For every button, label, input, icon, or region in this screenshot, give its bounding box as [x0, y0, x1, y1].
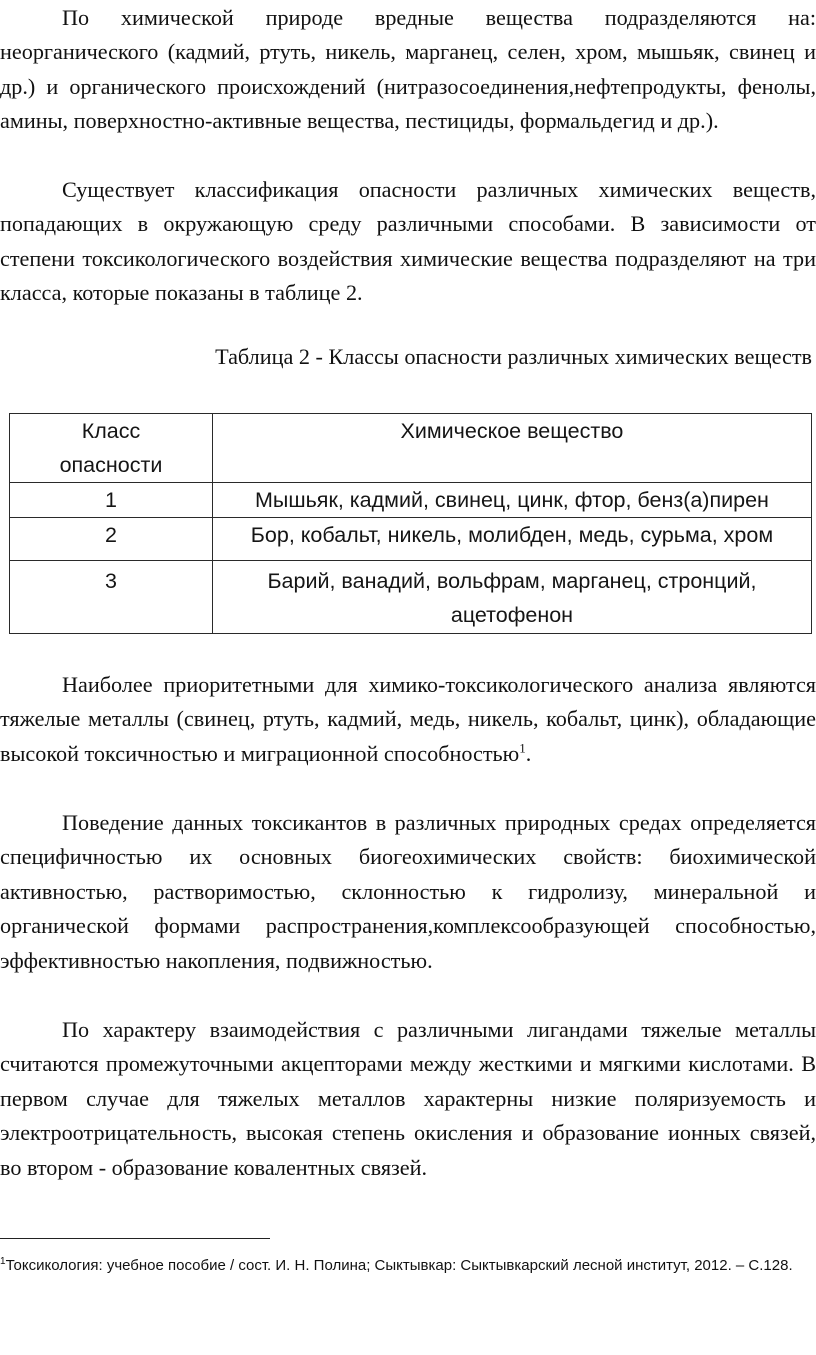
cell-class: 3	[10, 561, 213, 634]
cell-substance: Мышьяк, кадмий, свинец, цинк, фтор, бенз(а)пирен	[212, 483, 811, 518]
table-caption: Таблица 2 - Классы опасности различных химических веществ	[215, 344, 812, 369]
paragraph-priority-metals: Наиболее приоритетными для химико-токсикологического анализа являются тяжелые металлы (свинец, ртуть, кадмий, медь, никель, кобальт, цинк), обладающие высокой токсичностью и миграционной способностью$^1$.	[0, 672, 816, 766]
footnote-reference: 1	[519, 740, 526, 756]
footnote-marker: 1	[0, 1256, 6, 1267]
paragraph-behavior: Поведение данных токсикантов в различных природных средах определяется специфичностью их основных биогеохимических свойств: биохимической активностью, растворимостью, склонностью к гидролизу, минеральной и органической формами распространения,комплексообразующей способностью, эффективностью накопления, подвижностью.	[0, 810, 816, 973]
paragraph-chemical-nature: По химической природе вредные вещества подразделяются на: неорганического (кадмий, ртуть, никель, марганец, селен, хром, мышьяк, свинец и др.) и органического происхождений (нитразосоединения,нефтепродукты, фенолы, амины, поверхностно-активные вещества, пестициды, формальдегид и др.).	[0, 5, 816, 134]
table-row	[10, 483, 812, 518]
table-row	[10, 561, 812, 634]
header-hazard-class: Класс опасности	[10, 414, 213, 483]
table-row	[10, 518, 812, 561]
cell-class: 2	[10, 518, 213, 561]
footnote	[0, 1251, 816, 1281]
hazard-class-table	[9, 413, 812, 634]
paragraph-ligands: По характеру взаимодействия с различными лигандами тяжелые металлы считаются промежуточными акцепторами между жесткими и мягкими кислотами. В первом случае для тяжелых металлов характерны низкие поляризуемость и электроотрицательность, высокая степень окисления и образование ионных связей, во втором - образование ковалентных связей.	[0, 1017, 816, 1180]
table-header-row	[10, 414, 812, 483]
footnote-divider	[0, 1238, 270, 1239]
cell-class: 1	[10, 483, 213, 518]
footnote-text: Токсикология: учебное пособие / сост. И. Н. Полина; Сыктывкар: Сыктывкарский лесной институт, 2012. – С.128.	[5, 1257, 793, 1274]
cell-substance: Барий, ванадий, вольфрам, марганец, стронций, ацетофенон	[212, 561, 811, 634]
paragraph-classification: Существует классификация опасности различных химических веществ, попадающих в окружающую среду различными способами. В зависимости от степени токсикологического воздействия химические вещества подразделяют на три класса, которые показаны в таблице 2.	[0, 177, 816, 306]
header-chemical-substance: Химическое вещество	[212, 414, 811, 483]
cell-substance: Бор, кобальт, никель, молибден, медь, сурьма, хром	[212, 518, 811, 561]
paragraph-priority-metals-text: Наиболее приоритетными для химико-токсикологического анализа являются тяжелые металлы (свинец, ртуть, кадмий, медь, никель, кобальт, цинк), обладающие высокой токсичностью и миграционной способностью	[0, 672, 816, 766]
